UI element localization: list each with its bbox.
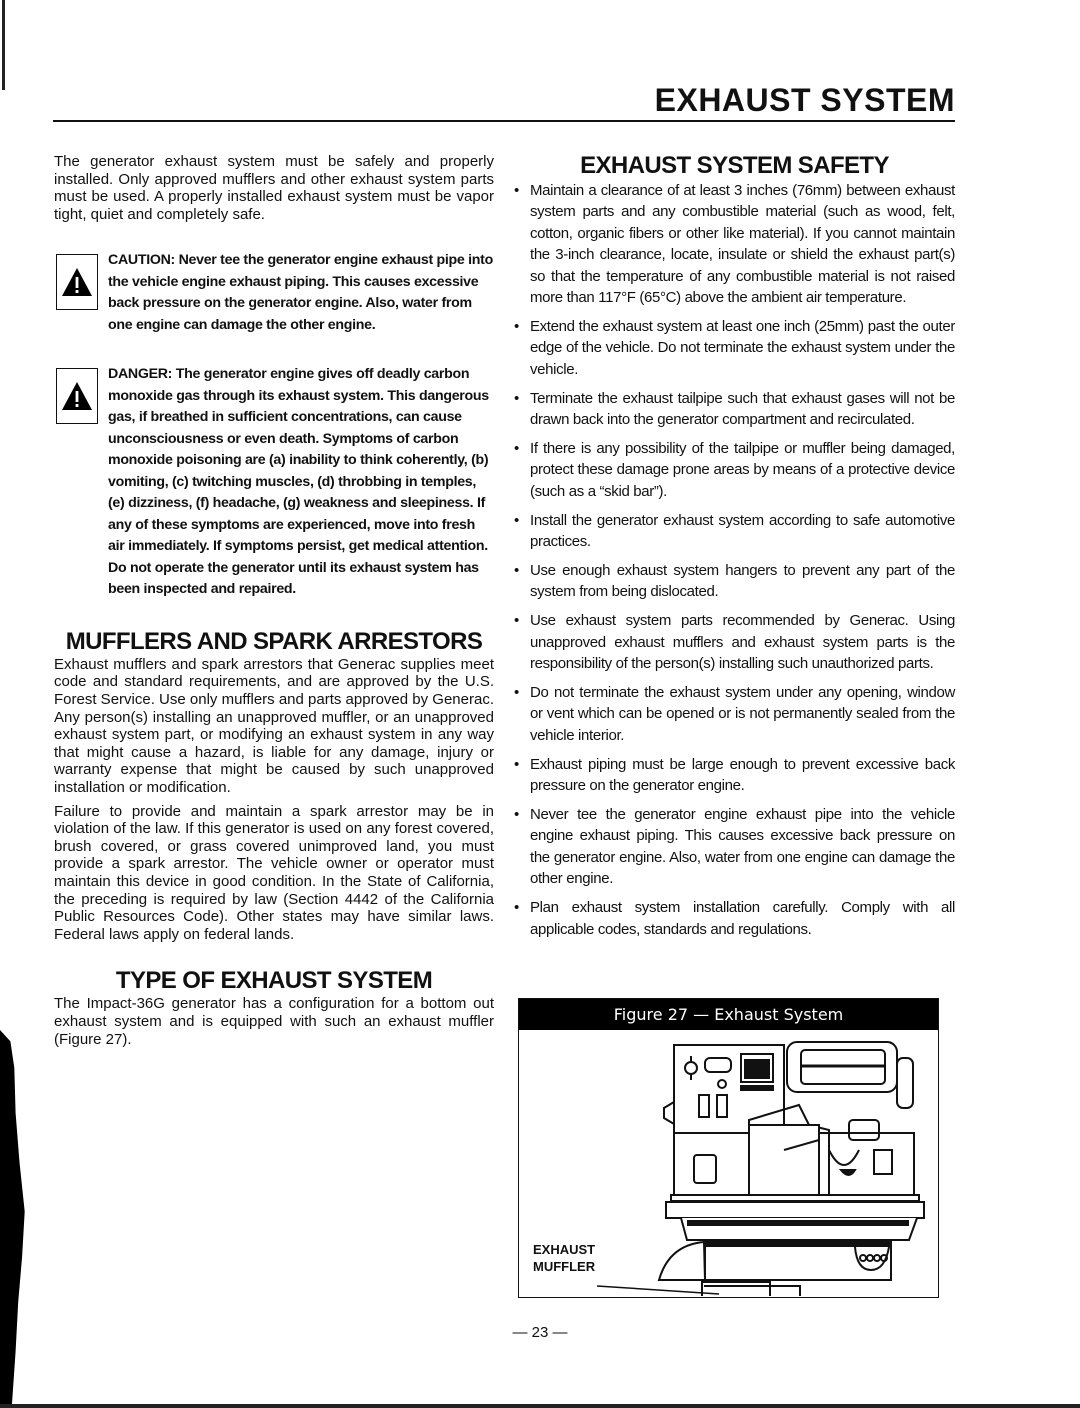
list-item: • Maintain a clearance of at least 3 inches (76mm) between exhaust system parts and any combustible material (such as wood, felt, cotton, organic fibers or other like material). If you cannot maintain the 3-inch clearance, locate, insulate or shield the exhaust part(s) so that the temperature of any combustible material is not raised more than 117°F (65°C) above the ambient air temperature.: [514, 180, 955, 308]
type-heading: TYPE OF EXHAUST SYSTEM: [115, 967, 433, 995]
list-item: • Terminate the exhaust tailpipe such that exhaust gases will not be drawn back into the generator compartment and recirculated.: [514, 388, 955, 431]
type-paragraph: The Impact-36G generator has a configuration for a bottom out exhaust system and is equipped with such an exhaust muffler (Figure 27).: [54, 995, 494, 1048]
mufflers-heading: MUFFLERS AND SPARK ARRESTORS: [65, 627, 483, 655]
title-divider: [53, 120, 955, 122]
list-item: • Never tee the generator engine exhaust pipe into the vehicle engine exhaust piping. This causes excessive back pressure on the generator engine. Also, water from one engine can damage the other engine.: [514, 804, 955, 890]
left-column: [54, 150, 494, 1048]
right-column: [514, 150, 955, 948]
warning-triangle-icon: [56, 254, 98, 310]
danger-notice: [54, 364, 494, 601]
caution-text: CAUTION: Never tee the generator engine exhaust pipe into the vehicle engine exhaust piping. This causes excessive back pressure on the generator engine. Also, water from one engine can damage the other engine.: [108, 252, 493, 333]
warning-triangle-icon: [56, 368, 98, 424]
mufflers-paragraph: Exhaust mufflers and spark arrestors that Generac supplies meet code and standard requirements, and are approved by the U.S. Forest Service. Use only mufflers and parts approved by Generac. Any person(s) installing an unapproved muffler, or an unapproved exhaust system part, or modifying an exhaust system in any way that might cause a hazard, is liable for any damage, injury or warranty expense that might be caused by such unapproved installation or modification.: [54, 655, 494, 797]
muffler-label: MUFFLER: [533, 1259, 596, 1274]
list-item: • Plan exhaust system installation carefully. Comply with all applicable codes, standards and regulations.: [514, 897, 955, 940]
figure-caption: Figure 27 — Exhaust System: [519, 999, 938, 1030]
scan-edge-artifact: [0, 1404, 1080, 1408]
figure-27: [518, 998, 939, 1298]
list-item: • Use exhaust system parts recommended by Generac. Using unapproved exhaust mufflers and exhaust system parts is the responsibility of the person(s) installing such unauthorized parts.: [514, 610, 955, 674]
page-title: EXHAUST SYSTEM: [654, 82, 955, 118]
intro-paragraph: The generator exhaust system must be safely and properly installed. Only approved mufflers and other exhaust system parts must be used. A properly installed exhaust system must be vapor tight, quiet and completely safe.: [54, 153, 494, 223]
list-item: • If there is any possibility of the tailpipe or muffler being damaged, protect these damage prone areas by means of a protective device (such as a “skid bar”).: [514, 438, 955, 502]
list-item: • Use enough exhaust system hangers to prevent any part of the system from being dislocated.: [514, 560, 955, 603]
danger-text: DANGER: The generator engine gives off deadly carbon monoxide gas through its exhaust system. This dangerous gas, if breathed in sufficient concentrations, can cause unconsciousness or even death. Symptoms of carbon monoxide poisoning are (a) inability to think coherently, (b) vomiting, (c) twitching muscles, (d) throbbing in temples, (e) dizziness, (f) headache, (g) weakness and sleepiness. If any of these symptoms are experienced, move into fresh air immediately. If symptoms persist, get medical attention. Do not operate the generator until its exhaust system has been inspected and repaired.: [108, 366, 489, 598]
scan-edge-artifact: [0, 1030, 26, 1408]
list-item: • Extend the exhaust system at least one inch (25mm) past the outer edge of the vehicle. Do not terminate the exhaust system under the vehicle.: [514, 316, 955, 380]
scan-edge-artifact: [2, 0, 5, 90]
exhaust-label: EXHAUST: [533, 1242, 596, 1257]
safety-list: [514, 180, 955, 940]
list-item: • Exhaust piping must be large enough to prevent excessive back pressure on the generator engine.: [514, 754, 955, 797]
list-item: • Install the generator exhaust system according to safe automotive practices.: [514, 510, 955, 553]
caution-notice: [54, 250, 494, 336]
spark-arrestor-paragraph: Failure to provide and maintain a spark arrestor may be in violation of the law. If this generator is used on any forest covered, brush covered, or grass covered unimproved land, you must provide a spark arrestor. The vehicle owner or operator must maintain this device in good condition. In the State of California, the preceding is required by law (Section 4442 of the California Public Resources Code). Other states may have similar laws. Federal laws apply on federal lands.: [54, 802, 494, 943]
list-item: • Do not terminate the exhaust system under any opening, window or vent which can be opened or is not permanently sealed from the vehicle interior.: [514, 682, 955, 746]
safety-heading: EXHAUST SYSTEM SAFETY: [580, 152, 889, 179]
page-number: — 23 —: [512, 1324, 568, 1341]
